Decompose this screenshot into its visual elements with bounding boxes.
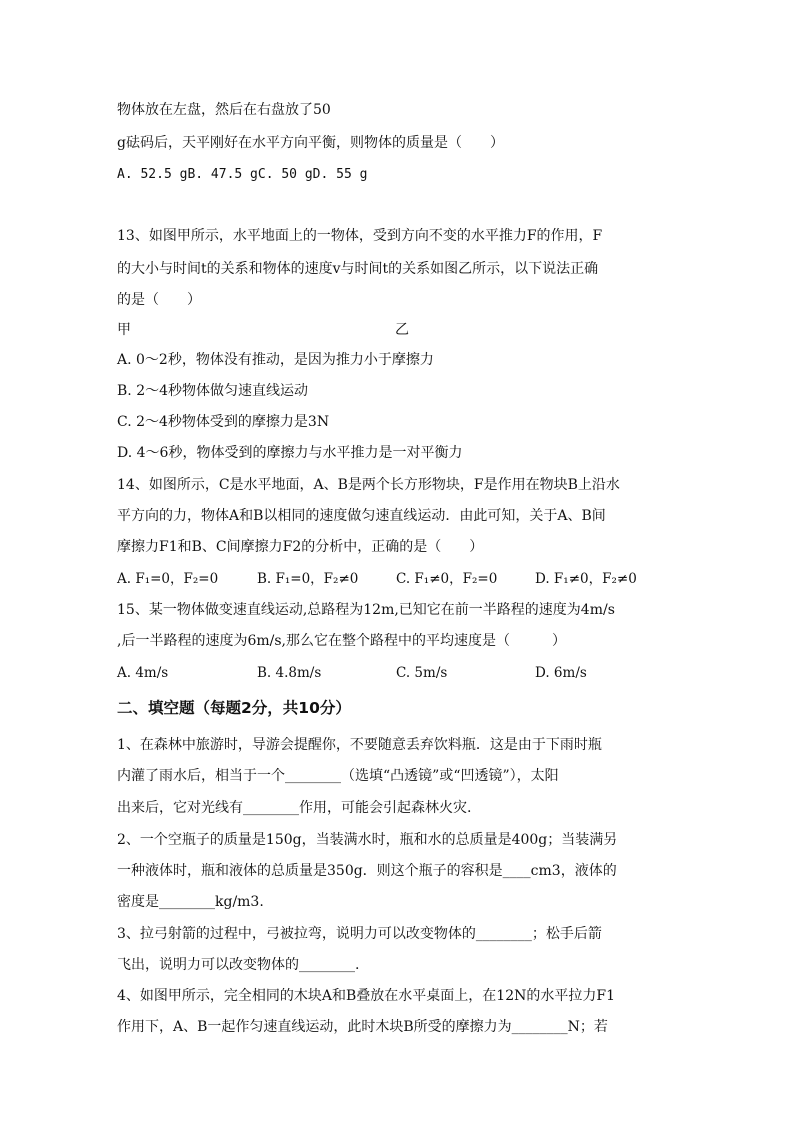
- q13-stem-line: 13、如图甲所示，水平地面上的一物体，受到方向不变的水平推力F的作用，F: [117, 228, 603, 244]
- q13-stem-line: 的是（ ）: [117, 292, 201, 308]
- q14-stem-line: 14、如图所示，C是水平地面，A、B是两个长方形物块，F是作用在物块B上沿水: [117, 477, 620, 493]
- fill-q1-line: 1、在森林中旅游时，导游会提醒你，不要随意丢弃饮料瓶．这是由于下雨时瓶: [117, 737, 602, 753]
- q14-option-d: D. F₁≠0，F₂≠0: [535, 571, 637, 587]
- fill-q2-line: 2、一个空瓶子的质量是150g，当装满水时，瓶和水的总质量是400g；当装满另: [117, 832, 618, 848]
- text-line: g砝码后，天平刚好在水平方向平衡，则物体的质量是（ ）: [117, 135, 504, 151]
- q15-option-d: D. 6m/s: [535, 665, 587, 681]
- q13-figure-label-yi: 乙: [395, 322, 409, 338]
- q13-option-a: A. 0～2秒，物体没有推动，是因为推力小于摩擦力: [117, 352, 434, 368]
- q15-stem-line: ,后一半路程的速度为6m/s,那么它在整个路程中的平均速度是（ ）: [117, 633, 566, 649]
- q13-option-d: D. 4～6秒，物体受到的摩擦力与水平推力是一对平衡力: [117, 445, 463, 461]
- q15-stem-line: 15、某一物体做变速直线运动,总路程为12m,已知它在前一半路程的速度为4m/s: [117, 602, 615, 618]
- q13-option-b: B. 2～4秒物体做匀速直线运动: [117, 383, 309, 399]
- q13-figure-label-jia: 甲: [117, 322, 131, 338]
- section-heading: 二、填空题（每题2分，共10分）: [117, 699, 351, 717]
- answer-options-q12: A. 52.5 gB. 47.5 gC. 50 gD. 55 g: [117, 167, 368, 182]
- q15-option-a: A. 4m/s: [117, 665, 169, 681]
- q15-option-b: B. 4.8m/s: [257, 665, 322, 681]
- fill-q4-line: 作用下，A、B一起作匀速直线运动，此时木块B所受的摩擦力为________N；若: [117, 1019, 608, 1035]
- q14-option-b: B. F₁=0，F₂≠0: [257, 571, 359, 587]
- q14-option-a: A. F₁=0，F₂=0: [117, 571, 219, 587]
- q14-option-c: C. F₁≠0，F₂=0: [396, 571, 498, 587]
- fill-q2-line: 密度是________kg/m3.: [117, 894, 264, 910]
- q14-stem-line: 摩擦力F1和B、C间摩擦力F2的分析中，正确的是（ ）: [117, 539, 484, 555]
- text-line: 物体放在左盘，然后在右盘放了50: [117, 102, 331, 118]
- fill-q3-line: 飞出，说明力可以改变物体的________.: [117, 957, 360, 973]
- fill-q4-line: 4、如图甲所示，完全相同的木块A和B叠放在水平桌面上，在12N的水平拉力F1: [117, 988, 615, 1004]
- q15-option-c: C. 5m/s: [396, 665, 448, 681]
- q14-stem-line: 平方向的力，物体A和B以相同的速度做匀速直线运动．由此可知，关于A、B间: [117, 508, 606, 524]
- q13-stem-line: 的大小与时间t的关系和物体的速度v与时间t的关系如图乙所示，以下说法正确: [117, 261, 599, 277]
- fill-q1-line: 出来后，它对光线有________作用，可能会引起森林火灾.: [117, 800, 472, 816]
- fill-q3-line: 3、拉弓射箭的过程中，弓被拉弯，说明力可以改变物体的________；松手后箭: [117, 926, 602, 942]
- fill-q1-line: 内灌了雨水后，相当于一个________（选填“凸透镜”或“凹透镜”），太阳: [117, 768, 559, 784]
- q13-option-c: C. 2～4秒物体受到的摩擦力是3N: [117, 414, 330, 430]
- fill-q2-line: 一种液体时，瓶和液体的总质量是350g．则这个瓶子的容积是____cm3，液体的: [117, 863, 617, 879]
